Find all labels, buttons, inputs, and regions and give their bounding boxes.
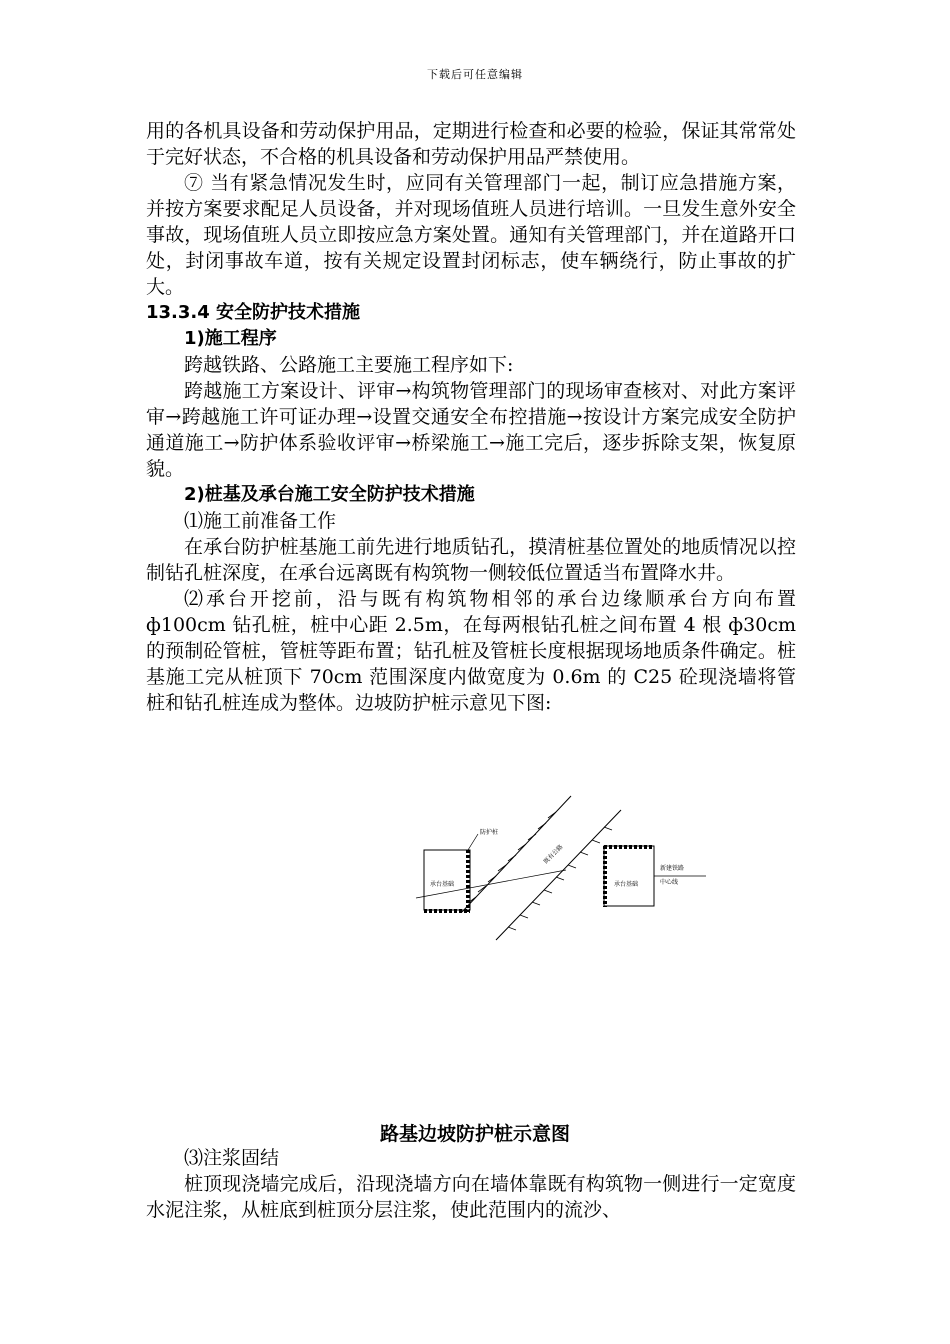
label-right-base: 承台基础	[614, 881, 639, 888]
left-foundation-box	[424, 850, 470, 910]
item-grouting: ⑶注浆固结	[184, 1147, 280, 1169]
slope-protection-diagram	[146, 790, 796, 960]
paragraph-emergency: ⑦ 当有紧急情况发生时，应同有关管理部门一起，制订应急措施方案，并按方案要求配足人员设备，并对现场值班人员进行培训。一旦发生意外安全事故，现场值班人员立即按应急方案处置。通知有关管理部门，并在道路开口处，封闭事故车道，按有关规定设置封闭标志，使车辆绕行，防止事故的扩大。	[146, 172, 796, 298]
item-preparation: ⑴施工前准备工作	[184, 510, 337, 532]
section-heading: 13.3.4 安全防护技术措施	[146, 302, 361, 323]
label-road: 既有公路	[542, 843, 565, 866]
paragraph-drilling: 在承台防护桩基施工前先进行地质钻孔，摸清桩基位置处的地质情况以控制钻孔桩深度，在承台远离既有构筑物一侧较低位置适当布置降水井。	[146, 536, 796, 584]
road-edge-right	[496, 810, 621, 940]
diagram-svg	[146, 790, 796, 960]
pile-leader-line	[468, 834, 478, 850]
page-header: 下载后可任意编辑	[427, 68, 523, 81]
paragraph-procedure-steps: 跨越施工方案设计、评审→构筑物管理部门的现场审查核对、对此方案评审→跨越施工许可证办理→设置交通安全布控措施→按设计方案完成安全防护通道施工→防护体系验收评审→桥梁施工→施工完后，逐步拆除支架，恢复原貌。	[146, 380, 796, 480]
road-hatching-right	[508, 827, 612, 930]
paragraph-excavation: ⑵承台开挖前，沿与既有构筑物相邻的承台边缘顺承台方向布置 ф100cm 钻孔桩，桩中心距 2.5m，在每两根钻孔桩之间布置 4 根 ф30cm 的预制砼管桩，管桩等距布置；钻孔桩及管桩长度根据现场地质条件确定。桩基施工完从桩顶下 70cm 范围深度内做宽度为 0.6m 的 C25 砼现浇墙将管桩和钻孔桩连成为整体。边坡防护桩示意见下图:	[146, 588, 796, 714]
road-hatching-left	[468, 812, 556, 903]
label-centerline-1: 新建铁路	[660, 865, 685, 872]
paragraph-procedure-intro: 跨越铁路、公路施工主要施工程序如下:	[184, 354, 514, 376]
label-centerline-2: 中心线	[660, 879, 679, 886]
document-body-continued	[146, 1145, 796, 1223]
label-pile: 防护桩	[480, 829, 499, 836]
subheading-pile-safety: 2)桩基及承台施工安全防护技术措施	[184, 484, 475, 505]
paragraph-equipment: 用的各机具设备和劳动保护用品，定期进行检查和必要的检验，保证其常常处于完好状态，不合格的机具设备和劳动保护用品严禁使用。	[146, 120, 796, 168]
document-body	[146, 118, 796, 716]
label-left-base: 承台基础	[430, 881, 455, 888]
subheading-procedure: 1)施工程序	[184, 328, 277, 349]
figure-caption: 路基边坡防护桩示意图	[379, 1123, 570, 1145]
paragraph-grouting: 桩顶现浇墙完成后，沿现浇墙方向在墙体靠既有构筑物一侧进行一定宽度水泥注浆，从桩底到桩顶分层注浆，使此范围内的流沙、	[146, 1173, 796, 1221]
right-foundation-box	[604, 846, 654, 906]
